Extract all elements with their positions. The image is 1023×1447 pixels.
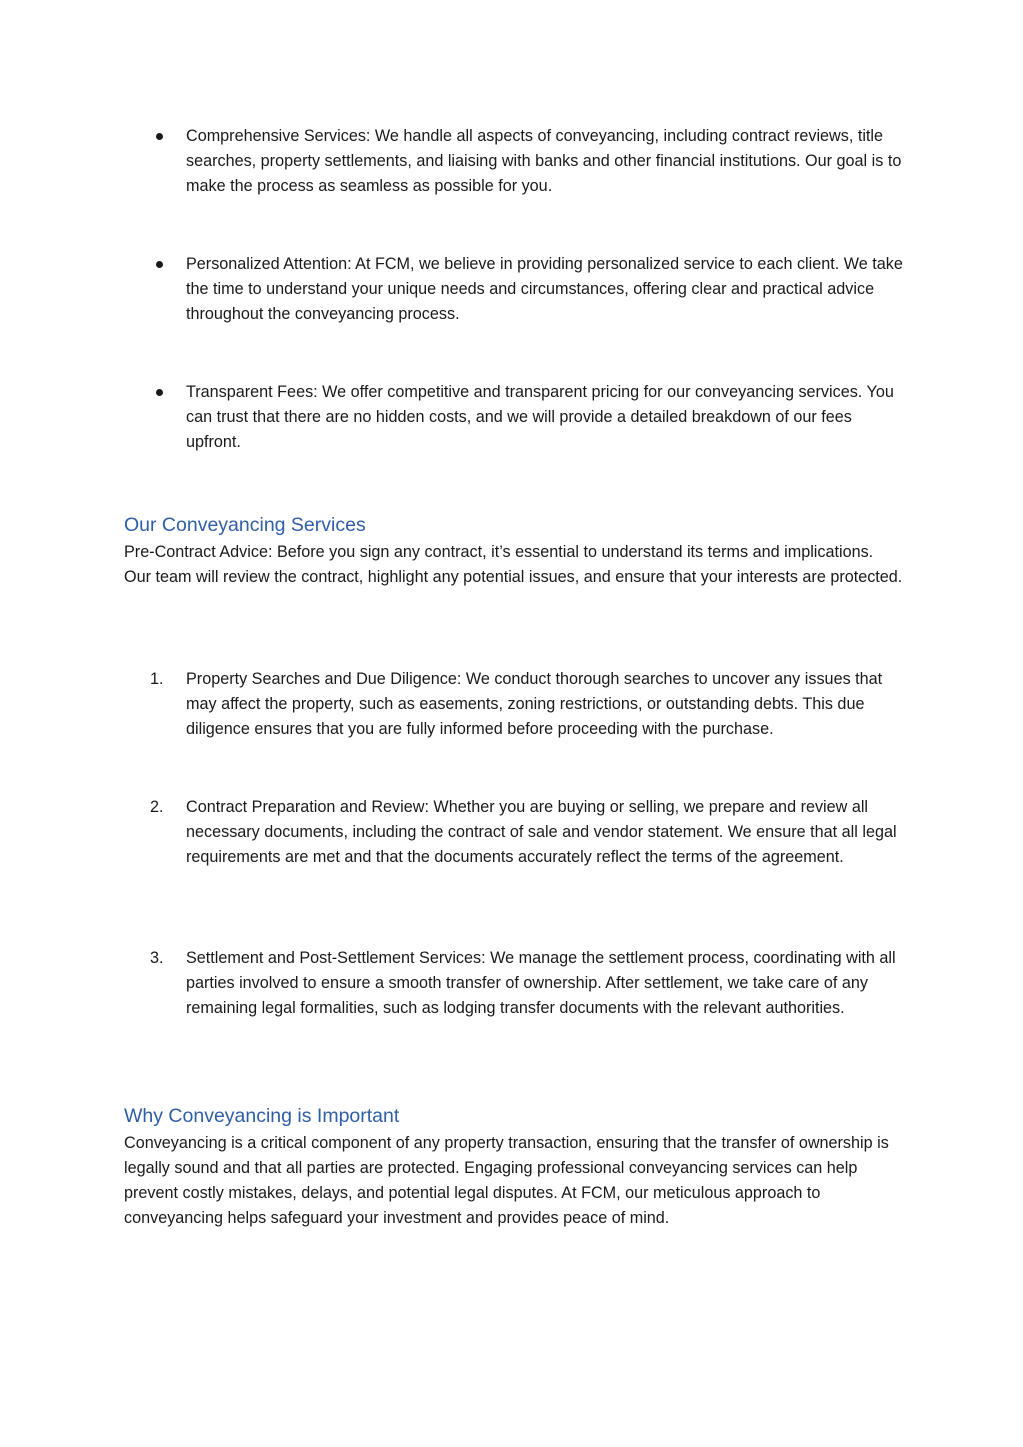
importance-paragraph: Conveyancing is a critical component of any property transaction, ensuring that the transfer of ownership is legally sound and that all parties are protected. Engaging professional conveyancing services can help prevent costly mistakes, delays, and potential legal disputes. At FCM, our meticulous approach to conveyancing helps safeguard your investment and provides peace of mind. [124,1134,889,1227]
services-intro-paragraph: Pre-Contract Advice: Before you sign any contract, it’s essential to understand its terms and implications. Our team will review the contract, highlight any potential issues, and ensure that your interests are protected. [124,543,903,586]
bullet-item-personalized-attention [124,252,904,327]
bullet-text: Comprehensive Services: We handle all aspects of conveyancing, including contract reviews, title searches, property settlements, and liaising with banks and other financial institutions. Our goal is to make the process as seamless as possible for you. [186,127,902,195]
bullet-item-comprehensive-services [124,124,904,199]
section-heading-importance: Why Conveyancing is Important [124,1105,400,1127]
bullet-item-transparent-fees [124,380,904,455]
numbered-item-text: Settlement and Post-Settlement Services: We manage the settlement process, coordinating with all parties involved to ensure a smooth transfer of ownership. After settlement, we take care of any remaining legal formalities, such as lodging transfer documents with the relevant authorities. [186,949,896,1017]
numbered-item-contract-preparation [124,795,904,870]
numbered-item-settlement-services [124,946,904,1021]
numbered-item-text: Property Searches and Due Diligence: We conduct thorough searches to uncover any issues that may affect the property, such as easements, zoning restrictions, or outstanding debts. This due diligence ensures that you are fully informed before proceeding with the purchase. [186,670,883,738]
bullet-icon [156,261,163,268]
section-heading-services: Our Conveyancing Services [124,514,366,536]
bullet-text: Personalized Attention: At FCM, we believe in providing personalized service to each client. We take the time to understand your unique needs and circumstances, offering clear and practical advice throughout the conveyancing process. [186,255,903,323]
bullet-icon [156,133,163,140]
bullet-icon [156,389,163,396]
numbered-item-text: Contract Preparation and Review: Whether you are buying or selling, we prepare and review all necessary documents, including the contract of sale and vendor statement. We ensure that all legal requirements are met and that the documents accurately reflect the terms of the agreement. [186,798,897,866]
numbered-item-property-searches [124,667,904,742]
list-number: 3. [150,949,164,967]
list-number: 1. [150,670,164,688]
bullet-text: Transparent Fees: We offer competitive and transparent pricing for our conveyancing services. You can trust that there are no hidden costs, and we will provide a detailed breakdown of our fees upfront. [186,383,894,451]
list-number: 2. [150,798,164,816]
